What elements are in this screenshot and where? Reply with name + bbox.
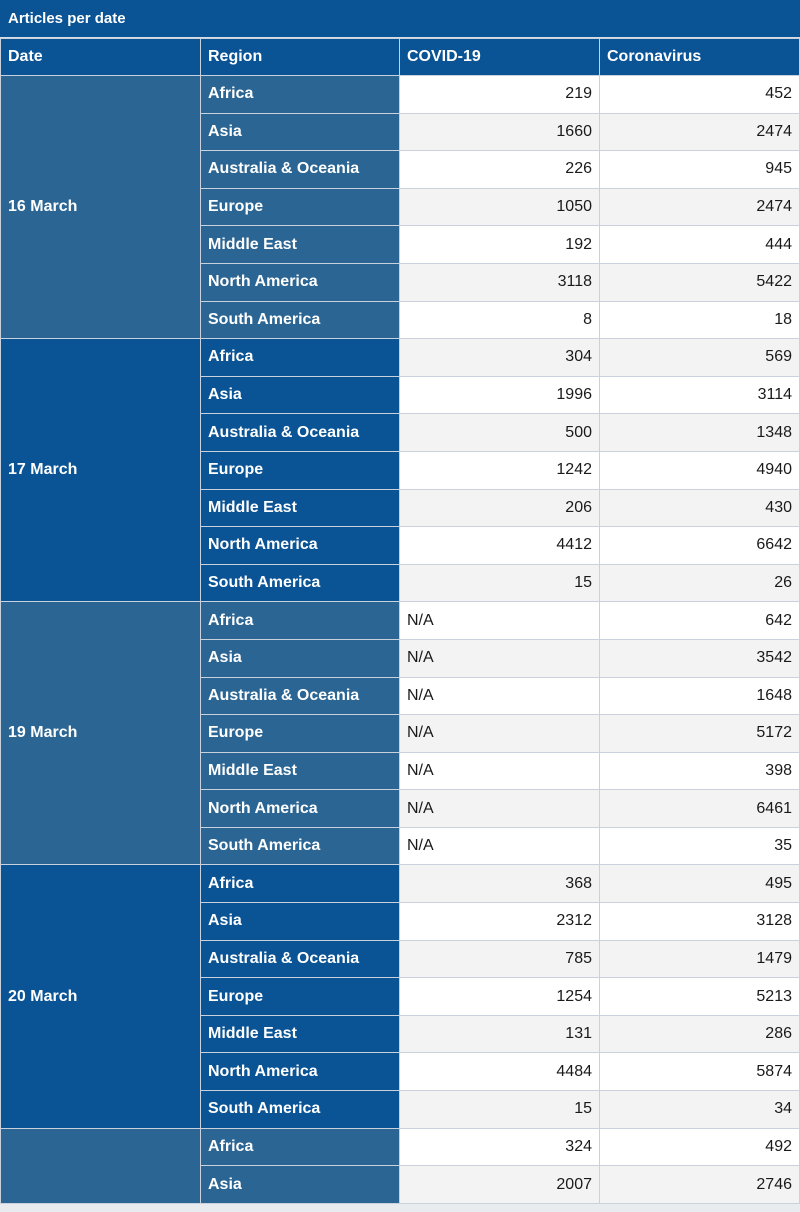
table-row bbox=[1, 339, 800, 377]
coronavirus-count-cell: 1648 bbox=[600, 677, 800, 715]
covid19-count-cell: 1242 bbox=[400, 451, 600, 489]
coronavirus-count-cell: 1479 bbox=[600, 940, 800, 978]
covid19-count-cell: 219 bbox=[400, 76, 600, 114]
covid19-count-cell: 3118 bbox=[400, 263, 600, 301]
coronavirus-count-cell: 4940 bbox=[600, 451, 800, 489]
region-cell: Asia bbox=[201, 639, 400, 677]
column-header-date[interactable]: Date bbox=[1, 39, 201, 76]
region-cell: Africa bbox=[201, 339, 400, 377]
date-cell: 17 March bbox=[1, 339, 201, 602]
region-cell: Africa bbox=[201, 865, 400, 903]
table-row bbox=[1, 76, 800, 114]
covid19-count-cell: N/A bbox=[400, 639, 600, 677]
region-cell: Asia bbox=[201, 903, 400, 941]
region-cell: North America bbox=[201, 263, 400, 301]
covid19-count-cell: 1050 bbox=[400, 188, 600, 226]
coronavirus-count-cell: 444 bbox=[600, 226, 800, 264]
coronavirus-count-cell: 1348 bbox=[600, 414, 800, 452]
coronavirus-count-cell: 430 bbox=[600, 489, 800, 527]
covid19-count-cell: 4484 bbox=[400, 1053, 600, 1091]
coronavirus-count-cell: 3128 bbox=[600, 903, 800, 941]
coronavirus-count-cell: 6642 bbox=[600, 527, 800, 565]
region-cell: Australia & Oceania bbox=[201, 151, 400, 189]
table-title: Articles per date bbox=[0, 0, 800, 38]
region-cell: Asia bbox=[201, 376, 400, 414]
coronavirus-count-cell: 492 bbox=[600, 1128, 800, 1166]
region-cell: Europe bbox=[201, 978, 400, 1016]
covid19-count-cell: N/A bbox=[400, 602, 600, 640]
covid19-count-cell: 2007 bbox=[400, 1166, 600, 1204]
coronavirus-count-cell: 35 bbox=[600, 827, 800, 865]
table-row bbox=[1, 865, 800, 903]
coronavirus-count-cell: 3542 bbox=[600, 639, 800, 677]
covid19-count-cell: 192 bbox=[400, 226, 600, 264]
covid19-count-cell: 15 bbox=[400, 1091, 600, 1129]
column-header-coronavirus[interactable]: Coronavirus bbox=[600, 39, 800, 76]
coronavirus-count-cell: 495 bbox=[600, 865, 800, 903]
coronavirus-count-cell: 945 bbox=[600, 151, 800, 189]
region-cell: Middle East bbox=[201, 1015, 400, 1053]
coronavirus-count-cell: 5874 bbox=[600, 1053, 800, 1091]
coronavirus-count-cell: 452 bbox=[600, 76, 800, 114]
coronavirus-count-cell: 5172 bbox=[600, 715, 800, 753]
region-cell: Asia bbox=[201, 1166, 400, 1204]
coronavirus-count-cell: 6461 bbox=[600, 790, 800, 828]
region-cell: Middle East bbox=[201, 226, 400, 264]
covid19-count-cell: 785 bbox=[400, 940, 600, 978]
region-cell: North America bbox=[201, 1053, 400, 1091]
covid19-count-cell: N/A bbox=[400, 790, 600, 828]
region-cell: Asia bbox=[201, 113, 400, 151]
covid19-count-cell: 324 bbox=[400, 1128, 600, 1166]
region-cell: Australia & Oceania bbox=[201, 940, 400, 978]
region-cell: Middle East bbox=[201, 752, 400, 790]
coronavirus-count-cell: 398 bbox=[600, 752, 800, 790]
date-cell bbox=[1, 1128, 201, 1203]
region-cell: North America bbox=[201, 790, 400, 828]
covid19-count-cell: 226 bbox=[400, 151, 600, 189]
covid19-count-cell: N/A bbox=[400, 752, 600, 790]
table-row bbox=[1, 602, 800, 640]
covid19-count-cell: 131 bbox=[400, 1015, 600, 1053]
region-cell: South America bbox=[201, 301, 400, 339]
coronavirus-count-cell: 2474 bbox=[600, 113, 800, 151]
date-cell: 16 March bbox=[1, 76, 201, 339]
coronavirus-count-cell: 34 bbox=[600, 1091, 800, 1129]
region-cell: South America bbox=[201, 564, 400, 602]
table-row bbox=[1, 1128, 800, 1166]
region-cell: Africa bbox=[201, 76, 400, 114]
region-cell: North America bbox=[201, 527, 400, 565]
column-header-covid19[interactable]: COVID-19 bbox=[400, 39, 600, 76]
coronavirus-count-cell: 18 bbox=[600, 301, 800, 339]
date-cell: 20 March bbox=[1, 865, 201, 1128]
covid19-count-cell: 8 bbox=[400, 301, 600, 339]
covid19-count-cell: 2312 bbox=[400, 903, 600, 941]
date-cell: 19 March bbox=[1, 602, 201, 865]
coronavirus-count-cell: 5422 bbox=[600, 263, 800, 301]
coronavirus-count-cell: 286 bbox=[600, 1015, 800, 1053]
region-cell: Australia & Oceania bbox=[201, 677, 400, 715]
region-cell: Middle East bbox=[201, 489, 400, 527]
header-row bbox=[1, 39, 800, 76]
coronavirus-count-cell: 2746 bbox=[600, 1166, 800, 1204]
covid19-count-cell: 304 bbox=[400, 339, 600, 377]
covid19-count-cell: 500 bbox=[400, 414, 600, 452]
table-body bbox=[1, 76, 800, 1204]
covid19-count-cell: 1996 bbox=[400, 376, 600, 414]
coronavirus-count-cell: 3114 bbox=[600, 376, 800, 414]
region-cell: Europe bbox=[201, 715, 400, 753]
covid19-count-cell: 1254 bbox=[400, 978, 600, 1016]
covid19-count-cell: 1660 bbox=[400, 113, 600, 151]
coronavirus-count-cell: 5213 bbox=[600, 978, 800, 1016]
region-cell: Europe bbox=[201, 451, 400, 489]
covid19-count-cell: 206 bbox=[400, 489, 600, 527]
region-cell: South America bbox=[201, 1091, 400, 1129]
region-cell: Europe bbox=[201, 188, 400, 226]
covid19-count-cell: N/A bbox=[400, 715, 600, 753]
region-cell: Australia & Oceania bbox=[201, 414, 400, 452]
region-cell: South America bbox=[201, 827, 400, 865]
region-cell: Africa bbox=[201, 602, 400, 640]
region-cell: Africa bbox=[201, 1128, 400, 1166]
coronavirus-count-cell: 642 bbox=[600, 602, 800, 640]
covid19-count-cell: 15 bbox=[400, 564, 600, 602]
covid19-count-cell: 4412 bbox=[400, 527, 600, 565]
covid19-count-cell: 368 bbox=[400, 865, 600, 903]
coronavirus-count-cell: 2474 bbox=[600, 188, 800, 226]
coronavirus-count-cell: 26 bbox=[600, 564, 800, 602]
coronavirus-count-cell: 569 bbox=[600, 339, 800, 377]
column-header-region[interactable]: Region bbox=[201, 39, 400, 76]
covid19-count-cell: N/A bbox=[400, 677, 600, 715]
covid19-count-cell: N/A bbox=[400, 827, 600, 865]
